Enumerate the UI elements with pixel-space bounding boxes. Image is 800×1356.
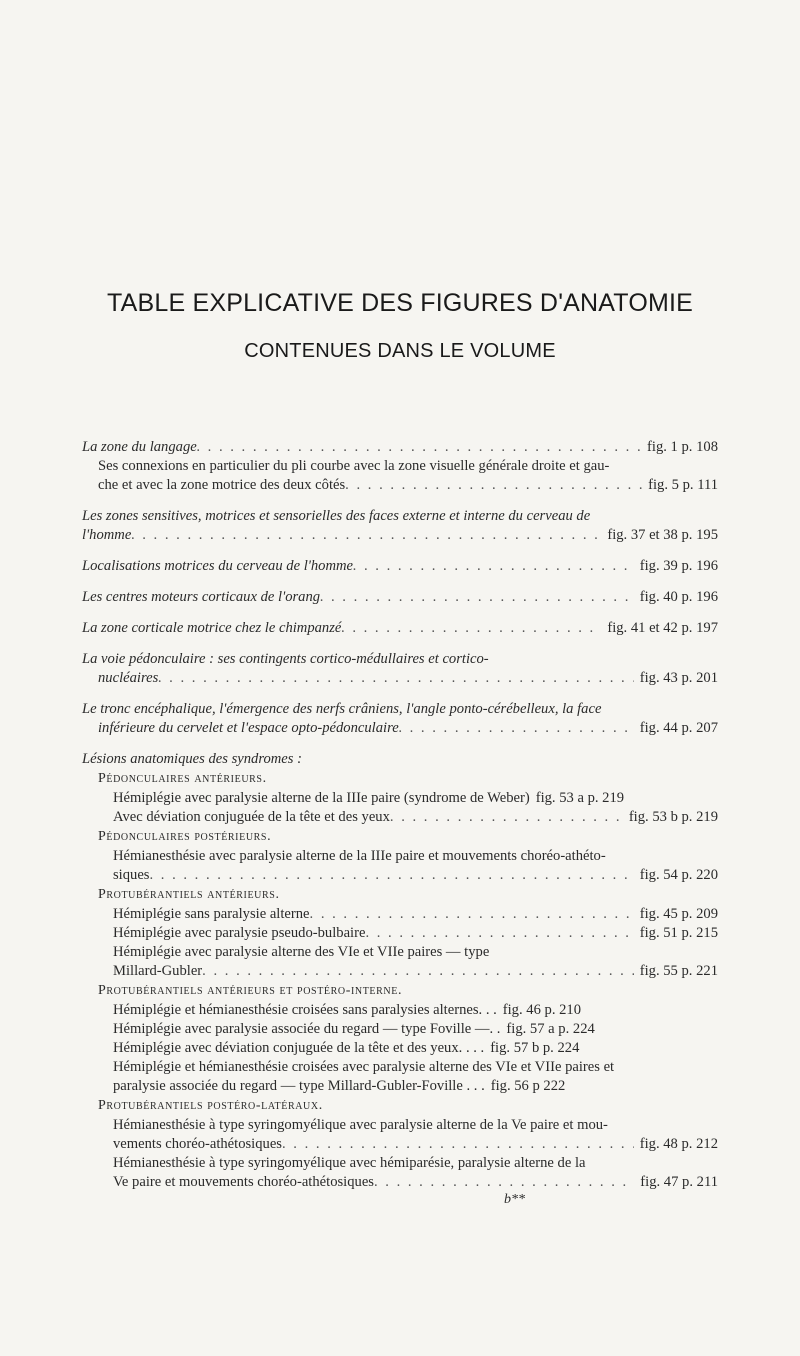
heading-pedonculaires-anterieurs: Pédonculaires antérieurs. <box>98 771 267 786</box>
entry-deviation-1: Avec déviation conjuguée de la tête et des yeux . . . fig. 53 b p. 219 <box>113 808 718 826</box>
entry-connexions-l1: Ses connexions en particulier du pli courbe avec la zone visuelle générale droite et gau- <box>98 458 610 474</box>
entry-syringomyelique-2-l1: Hémianesthésie à type syringomyélique avec hémiparésie, paralysie alterne de la <box>113 1155 586 1171</box>
entry-localisations-motrices: Localisations motrices du cerveau de l'homme . . . fig. 39 p. 196 <box>82 557 718 575</box>
entry-tronc-l2: inférieure du cervelet et l'espace opto-pédonculaire . . . fig. 44 p. 207 <box>98 719 718 737</box>
entry-millard-gubler-foville-l1: Hémiplégie et hémianesthésie croisées avec paralysie alterne des VIe et VIIe paires et <box>113 1059 615 1075</box>
entry-pseudo-bulbaire: Hémiplégie avec paralysie pseudo-bulbaire . . . fig. 51 p. 215 <box>113 924 718 942</box>
entry-millard-gubler-foville-l2: paralysie associée du regard — type Millard-Gubler-Foville . . . fig. 56 p 222 <box>113 1078 566 1094</box>
entry-deviation-2: Hémiplégie avec déviation conjuguée de la tête et des yeux. . . . fig. 57 b p. 224 <box>113 1040 580 1056</box>
entry-zones-sensitives-l1: Les zones sensitives, motrices et sensorielles des faces externe et interne du cerveau de <box>82 508 591 524</box>
entry-croisees: Hémiplégie et hémianesthésie croisées sans paralysies alternes. . . fig. 46 p. 210 <box>113 1002 582 1018</box>
entry-millard-gubler-l2: Millard-Gubler . . . fig. 55 p. 221 <box>113 962 718 980</box>
heading-protuberantiels-anterieurs: Protubérantiels antérieurs. <box>98 887 280 902</box>
entry-hemianesthesie-l2: siques . . . fig. 54 p. 220 <box>113 866 718 884</box>
entry-millard-gubler-l1: Hémiplégie avec paralysie alterne des VIe et VIIe paires — type <box>113 944 490 960</box>
signature-mark: b** <box>504 1192 525 1207</box>
entry-syringomyelique-1-l2: vements choréo-athétosiques . . . fig. 48 p. 212 <box>113 1135 718 1153</box>
entry-hemianesthesie-l1: Hémianesthésie avec paralysie alterne de la IIIe paire et mouvements choréo-athéto- <box>113 848 606 864</box>
section-lesions: Lésions anatomiques des syndromes : <box>82 751 302 767</box>
entry-weber: Hémiplégie avec paralysie alterne de la IIIe paire (syndrome de Weber) fig. 53 a p. 219 <box>113 790 625 806</box>
entry-zones-sensitives-l2: l'homme . . . fig. 37 et 38 p. 195 <box>82 526 718 544</box>
entry-connexions-l2: che et avec la zone motrice des deux côtés . . . fig. 5 p. 111 <box>98 476 718 494</box>
entry-zone-langage: La zone du langage . . . fig. 1 p. 108 <box>82 438 718 456</box>
heading-pedonculaires-posterieurs: Pédonculaires postérieurs. <box>98 829 272 844</box>
entry-voie-pedonculaire-l1: La voie pédonculaire : ses contingents cortico-médullaires et cortico- <box>82 651 489 667</box>
page-subtitle: CONTENUES DANS LE VOLUME <box>244 340 556 362</box>
page-title: TABLE EXPLICATIVE DES FIGURES D'ANATOMIE <box>106 289 694 317</box>
entry-syringomyelique-1-l1: Hémianesthésie à type syringomyélique avec paralysie alterne de la Ve paire et mou- <box>113 1117 608 1133</box>
entry-sans-paralysie: Hémiplégie sans paralysie alterne . . . fig. 45 p. 209 <box>113 905 718 923</box>
heading-protuberantiels-postero-lateraux: Protubérantiels postéro-latéraux. <box>98 1098 323 1113</box>
entry-tronc-l1: Le tronc encéphalique, l'émergence des nerfs crâniens, l'angle ponto-cérébelleux, la face <box>82 701 602 717</box>
entry-voie-pedonculaire-l2: nucléaires . . . fig. 43 p. 201 <box>98 669 718 687</box>
entry-chimpanze: La zone corticale motrice chez le chimpanzé . . . fig. 41 et 42 p. 197 <box>82 619 718 637</box>
entry-centres-orang: Les centres moteurs corticaux de l'orang . . . fig. 40 p. 196 <box>82 588 718 606</box>
entry-foville: Hémiplégie avec paralysie associée du regard — type Foville —. . fig. 57 a p. 224 <box>113 1021 595 1037</box>
heading-protuberantiels-postero-interne: Protubérantiels antérieurs et postéro-interne. <box>98 983 403 998</box>
entry-syringomyelique-2-l2: Ve paire et mouvements choréo-athétosiques . . . fig. 47 p. 211 <box>113 1173 718 1191</box>
